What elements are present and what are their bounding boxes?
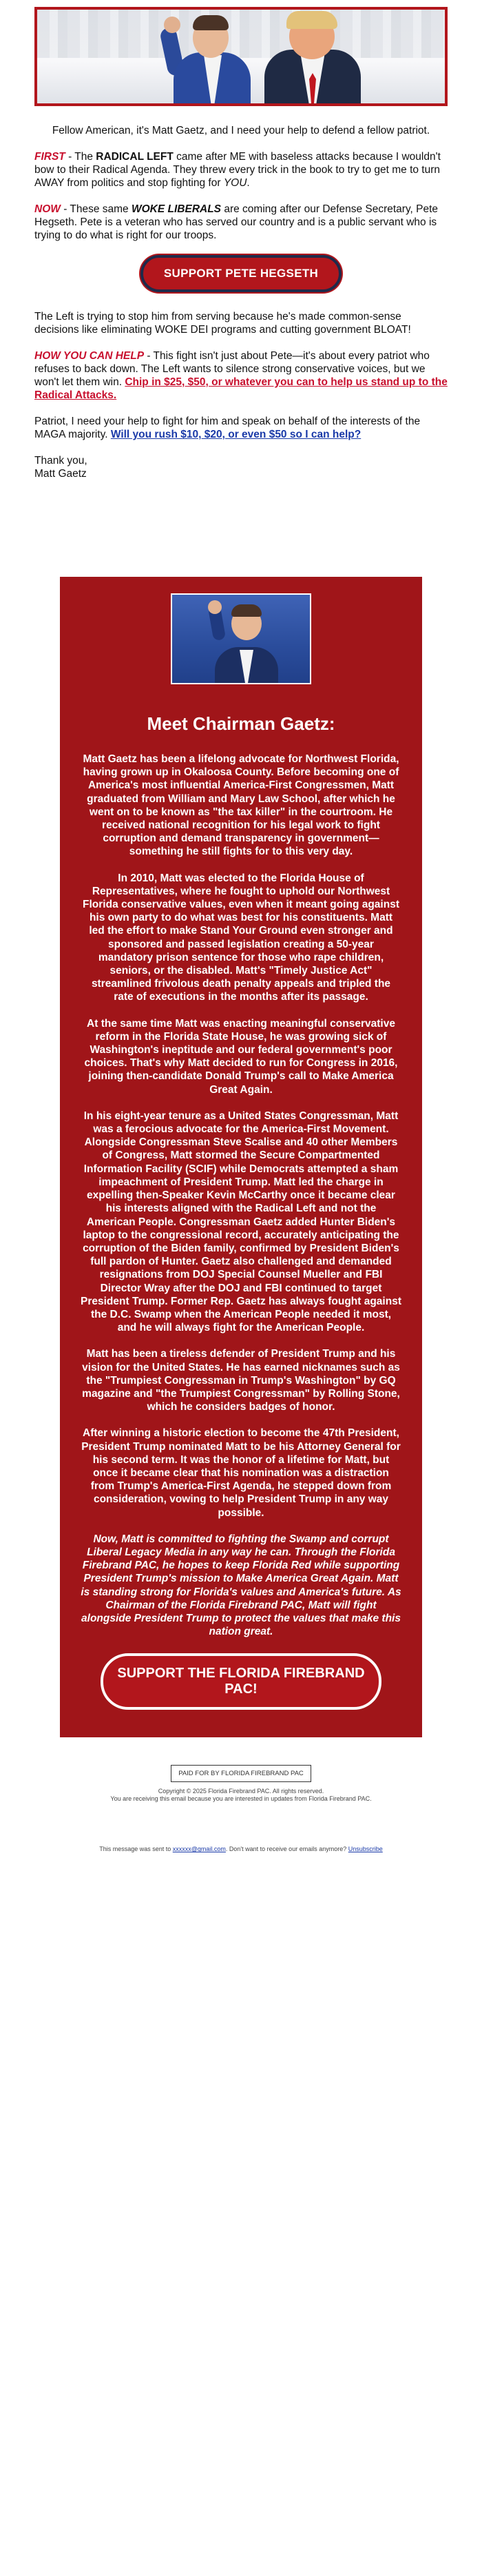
paragraph-how-you-can-help: HOW YOU CAN HELP - This fight isn't just about Pete—it's about every patriot who refuses to back down. The Left wants to silence strong conservative voices, but we won't let them win. Chip in $25, $50, or whatever you can to help us stand up to the Radical Attacks. bbox=[34, 350, 448, 401]
recipient-email-link[interactable]: xxxxxx@gmail.com bbox=[172, 1846, 226, 1853]
now-label: NOW bbox=[34, 203, 61, 215]
paragraph-first: FIRST - The RADICAL LEFT came after ME with baseless attacks because I wouldn't bow to their Radical Agenda. They threw every trick in the book to try to get me to turn AWAY from politics and stop fighting for YOU. bbox=[34, 151, 441, 189]
bio-paragraph: Matt has been a tireless defender of President Trump and his vision for the United States. He has earned nicknames such as the "Trumpiest Congressman in Trump's Washington" by GQ magazine and "the Trumpiest Congressman" by Rolling Stone, which he considers badges of honor. bbox=[82, 1348, 400, 1413]
bio-paragraph: In 2010, Matt was elected to the Florida House of Representatives, where he fought to uphold our Northwest Florida conservative values, even when it meant going against his own party to do what was best for his constituents. Matt led the effort to make Stand Your Ground even stronger and sponsored and passed legislation creating a 50-year mandatory prison sentence for those who rape children, seniors, or the disabled. Matt's "Timely Justice Act" streamlined frivolous death penalty appeals and tripled the rate of executions in the months after its passage. bbox=[83, 872, 399, 1003]
bio-section bbox=[60, 577, 422, 1737]
bio-paragraph: After winning a historic election to become the 47th President, President Trump nominated Matt to be his Attorney General for his second term. It was the honor of a lifetime for Matt, but once it became clear that his nomination was a distraction from Trump's America-First Agenda, he stepped down from consideration, vowing to help President Trump in any way possible. bbox=[81, 1427, 401, 1519]
signature: Matt Gaetz bbox=[34, 468, 87, 480]
chip-in-link[interactable]: Chip in $25, $50, or whatever you can to help us stand up to the Radical Attacks. bbox=[34, 376, 448, 401]
copyright-text: Copyright © 2025 Florida Firebrand PAC. All rights reserved. bbox=[158, 1788, 324, 1795]
bio-heading: Meet Chairman Gaetz: bbox=[147, 713, 335, 734]
paragraph-left: The Left is trying to stop him from serving because he's made common-sense decisions like eliminating WOKE DEI programs and cutting government BLOAT! bbox=[34, 311, 411, 336]
sent-to-line: This message was sent to xxxxxx@gmail.com. Don't want to receive our emails anymore? Unsubscribe bbox=[99, 1846, 383, 1853]
radical-left-text: RADICAL LEFT bbox=[96, 151, 174, 163]
how-you-can-help-label: HOW YOU CAN HELP bbox=[34, 350, 145, 362]
gaetz-portrait-image bbox=[171, 593, 311, 684]
intro-text: Fellow American, it's Matt Gaetz, and I need your help to defend a fellow patriot. bbox=[52, 125, 430, 136]
paragraph-patriot: Patriot, I need your help to fight for him and speak on behalf of the interests of the MAGA majority. Will you rush $10, $20, or even $50 so I can help? bbox=[34, 416, 421, 440]
support-pete-hegseth-button[interactable]: SUPPORT PETE HEGSETH bbox=[140, 255, 342, 292]
footer bbox=[0, 1765, 482, 1803]
paragraph-now: NOW - These same WOKE LIBERALS are coming after our Defense Secretary, Pete Hegseth. Pete is a veteran who has served our country and is a public servant who is trying to do what is right for our troops. bbox=[34, 203, 439, 241]
trump-figure bbox=[258, 10, 368, 103]
receiving-reason-text: You are receiving this email because you are interested in updates from Florida Firebrand PAC. bbox=[110, 1795, 372, 1803]
bio-paragraph: At the same time Matt was enacting meaningful conservative reform in the Florida State House, he was growing sick of Washington's ineptitude and our federal government's poor choices. That's why Matt decided to run for Congress in 2016, joining then-candidate Donald Trump's call to Make America Great Again. bbox=[84, 1017, 398, 1096]
unsubscribe-link[interactable]: Unsubscribe bbox=[348, 1846, 383, 1853]
first-label: FIRST bbox=[34, 151, 65, 163]
email-body bbox=[34, 7, 448, 577]
bio-paragraph: In his eight-year tenure as a United States Congressman, Matt was a ferocious advocate for the America-First Movement. Alongside Congressman Steve Scalise and 40 other Members of Congress, Matt stormed the Secure Compartmented Information Facility (SCIF) while Democrats attempted a sham impeachment of President Trump. Matt led the charge in expelling then-Speaker Kevin McCarthy once it became clear his interests aligned with the Radical Left and not the American People. Congressman Gaetz added Hunter Biden's laptop to the congressional record, accurately anticipating the corruption of the Biden family, confirmed by President Biden's full pardon of Hunter. Gaetz also challenged and demanded resignations from DOJ Special Counsel Mueller and FBI Director Wray after the DOJ and FBI continued to target President Trump. Former Rep. Gaetz has always fought against the D.C. Swamp when the American People needed it most, and he will always fight for the American People. bbox=[81, 1110, 401, 1334]
header-image bbox=[34, 7, 448, 106]
rush-donation-link[interactable]: Will you rush $10, $20, or even $50 so I can help? bbox=[110, 429, 362, 440]
bio-closing: Now, Matt is committed to fighting the Swamp and corrupt Liberal Legacy Media in any way he can. Through the Florida Firebrand PAC, he hopes to keep Florida Red while supporting President Trump's mission to Make America Great Again. Matt is standing strong for Florida's values and America's future. As Chairman of the Florida Firebrand PAC, Matt will fight alongside President Trump to protect the values that make this nation great. bbox=[81, 1533, 401, 1638]
bio-paragraph: Matt Gaetz has been a lifelong advocate for Northwest Florida, having grown up in Okaloosa County. Before becoming one of America's most influential America-First Congressmen, Matt graduated from William and Mary Law School, after which he went on to be known as "the tax killer" in the courtroom. He received national recognition for his legal work to fight corruption and demand transparency in government—something he still fights for to this very day. bbox=[83, 753, 399, 858]
gaetz-figure bbox=[160, 10, 263, 103]
signoff: Thank you, Matt Gaetz bbox=[34, 455, 87, 480]
paid-for-disclaimer: PAID FOR BY FLORIDA FIREBRAND PAC bbox=[171, 1765, 311, 1782]
woke-liberals-text: WOKE LIBERALS bbox=[131, 203, 222, 215]
support-firebrand-pac-button[interactable]: SUPPORT THE FLORIDA FIREBRAND PAC! bbox=[101, 1653, 381, 1710]
